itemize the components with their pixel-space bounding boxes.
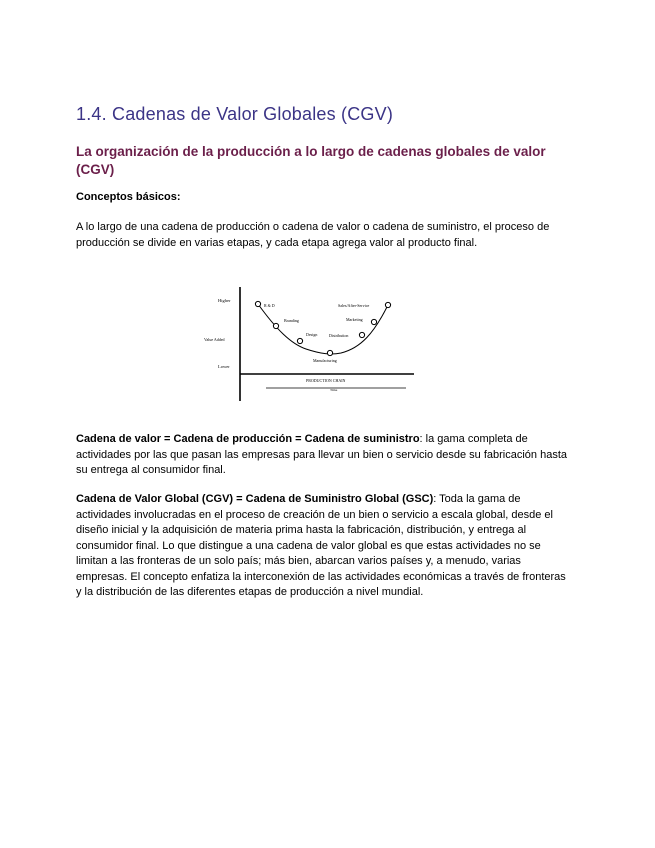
definition-gvc-text: : Toda la gama de actividades involucradas en el proceso de creación de un bien o servicio a escala global, desde el diseño inicial y la adquisición de materia prima hasta la fabricación, distribución, y entrega al consumidor final. Lo que distingue a una cadena de valor global es que estas actividades no se limitan a las fronteras de un solo país; más bien, abarcan varios países y, a menudo, varias empresas. El concepto enfatiza la interconexión de las actividades económicas a través de fronteras y la distribución de las diferentes etapas de producción a nivel mundial.: [76, 493, 566, 598]
definition-value-chain-term: Cadena de valor = Cadena de producción = Cadena de suministro: [76, 433, 420, 445]
value-curve: [258, 304, 388, 354]
x-axis-label: PRODUCTION CHAIN: [306, 378, 346, 383]
y-bottom-label: Lower: [218, 364, 230, 369]
point-rd: [255, 301, 260, 306]
concepts-title: Conceptos básicos:: [76, 191, 181, 203]
smile-curve-figure: [196, 269, 418, 409]
definition-value-chain: [76, 432, 572, 479]
point-design: [297, 338, 302, 343]
subsection-heading: La organización de la producción a lo largo de cadenas globales de valor (CGV): [76, 144, 546, 177]
label-manufacturing: Manufacturing: [313, 358, 337, 363]
label-sales: Sales/After-Service: [338, 303, 370, 308]
intro-paragraph: A lo largo de una cadena de producción o cadena de valor o cadena de suministro, el proceso de producción se divide en varias etapas, y cada etapa agrega valor al producto final.: [76, 221, 550, 249]
label-design: Design: [306, 332, 318, 337]
point-branding: [273, 323, 278, 328]
definition-global-value-chain: [76, 492, 572, 601]
point-sales: [385, 302, 390, 307]
label-rd: R & D: [264, 303, 275, 308]
label-distribution: Distribution: [329, 333, 349, 338]
definition-value-chain-text: : la gama completa de actividades por las que pasan las empresas para llevar un bien o servicio desde su fabricación hasta su entrega al consumidor final.: [76, 433, 568, 476]
y-top-label: Higher: [218, 298, 231, 303]
point-distribution: [359, 332, 364, 337]
point-manufacturing: [327, 350, 332, 355]
label-branding: Branding: [284, 318, 299, 323]
definition-gvc-term: Cadena de Valor Global (CGV) = Cadena de Suministro Global (GSC): [76, 493, 434, 505]
section-heading: 1.4. Cadenas de Valor Globales (CGV): [76, 104, 394, 124]
x-axis-sublabel: Time: [330, 388, 338, 392]
y-mid-label: Value Added: [204, 337, 225, 342]
label-marketing: Marketing: [346, 317, 363, 322]
point-marketing: [371, 319, 376, 324]
